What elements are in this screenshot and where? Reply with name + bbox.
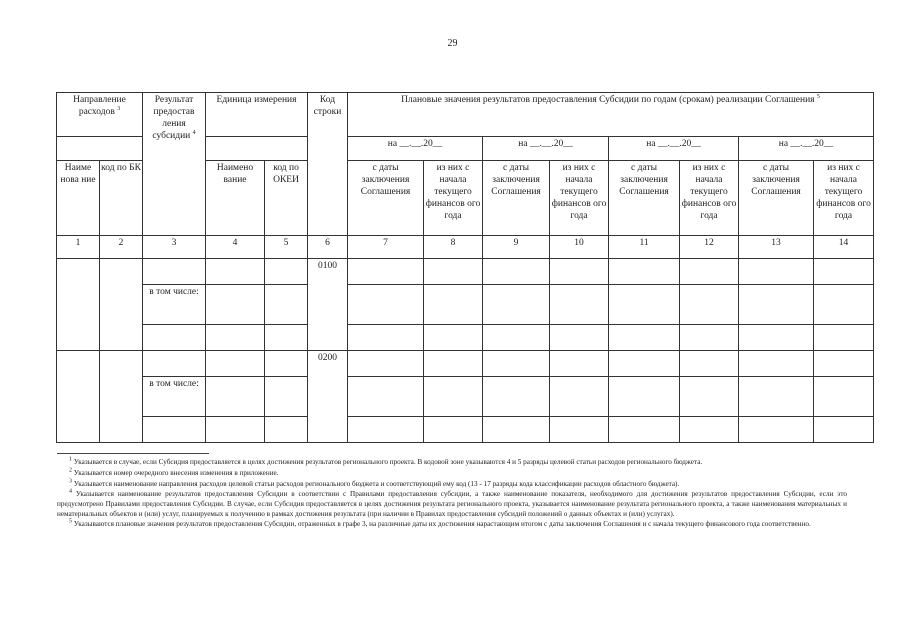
table-row (57, 377, 874, 417)
header-from-year-start-4: из них с начала текущего финансов ого года (814, 161, 874, 236)
unit-name-cell (206, 351, 265, 377)
period-3: на __.__.20__ (609, 137, 739, 161)
period-1: на __.__.20__ (348, 137, 483, 161)
table-row (57, 351, 874, 377)
header-unit-blank (206, 137, 308, 161)
result-cell (143, 351, 206, 377)
footnotes (57, 458, 847, 531)
including-label: в том числе: (143, 285, 206, 325)
col-num: 4 (206, 236, 265, 259)
col-num: 6 (308, 236, 348, 259)
results-table (56, 92, 874, 443)
footnote-1: $^1$ Указывается в случае, если Субсидия предоставляется в целях достижения результатов регионального проекта. В кодовой зоне указываются 4 и 5 разряды целевой статьи расходов регионального бюджета. (69, 456, 703, 466)
column-number-row (57, 236, 874, 259)
direction-code-cell (100, 259, 143, 351)
col-num: 10 (550, 236, 609, 259)
row-code-cell: 0100 (308, 259, 348, 351)
header-result: Результат предостав ления субсидии $^4$ (143, 93, 206, 236)
col-num: 7 (348, 236, 424, 259)
header-from-agreement-3: с даты заключения Соглашения (609, 161, 680, 236)
col-num: 9 (483, 236, 550, 259)
header-unit-name: Наимено вание (206, 161, 265, 236)
row-code-cell: 0200 (308, 351, 348, 443)
header-unit: Единица измерения (206, 93, 308, 137)
okei-cell (265, 259, 308, 285)
col-num: 12 (680, 236, 739, 259)
col-num: 5 (265, 236, 308, 259)
header-name: Наиме нова ние (57, 161, 100, 236)
table-row (57, 417, 874, 443)
header-direction: Направление расходов $^3$ (57, 93, 143, 137)
col-num: 13 (739, 236, 814, 259)
header-from-year-start-2: из них с начала текущего финансов ого года (550, 161, 609, 236)
header-from-agreement-1: с даты заключения Соглашения (348, 161, 424, 236)
table-row (57, 259, 874, 285)
header-planned: Плановые значения результатов предоставления Субсидии по годам (срокам) реализации Соглашения $^5$ (348, 93, 874, 137)
okei-cell (265, 351, 308, 377)
header-row-1 (57, 93, 874, 137)
col-num: 1 (57, 236, 100, 259)
header-row-code: Код строки (308, 93, 348, 236)
col-num: 11 (609, 236, 680, 259)
footnote-4: $^4$ Указывается наименование результатов предоставления Субсидии в соответствии с Правилами предоставления субсидии, а также наименование показателя, необходимого для достижения результатов предоставления Субсидии, если это предусмотрено Правилами предоставления Субсидии. В случае, если Субсидия предоставляется в целях достижения результата регионального проекта, указывается наименование результата регионального проекта, а также наименования материальных и нематериальных объектов и (или) услуг, планируемых к получению в рамках достижения результата (при наличии в Правилах предоставления субсидий положений о данных объектах и (или) услугах). (57, 488, 848, 518)
footnote-2: $^2$ Указывается номер очередного внесения изменения в приложение. (69, 467, 279, 477)
table-row (57, 285, 874, 325)
page-number: 29 (447, 38, 458, 49)
header-from-year-start-3: из них с начала текущего финансов ого года (680, 161, 739, 236)
direction-name-cell (57, 259, 100, 351)
col-num: 14 (814, 236, 874, 259)
table-row (57, 325, 874, 351)
period-4: на __.__.20__ (739, 137, 874, 161)
result-cell (143, 259, 206, 285)
footnote-5: $^5$ Указываются плановые значения результатов предоставления Субсидии, отраженных в графе 3, на различные даты их достижения нарастающим итогом с даты заключения Соглашения и с начала текущего финансового года соответственно. (69, 518, 811, 529)
direction-code-cell (100, 351, 143, 443)
header-okei: код по ОКЕИ (265, 161, 308, 236)
direction-name-cell (57, 351, 100, 443)
header-from-agreement-4: с даты заключения Соглашения (739, 161, 814, 236)
header-direction-blank (57, 137, 143, 161)
unit-name-cell (206, 259, 265, 285)
footnote-3: $^3$ Указывается наименование направления расходов целевой статьи расходов регионального бюджета и соответствующий ему код (13 - 17 разряды кода классификации расходов областного бюджета). (69, 478, 680, 488)
col-num: 8 (424, 236, 483, 259)
header-code-bk: код по БК (100, 161, 143, 236)
header-from-agreement-2: с даты заключения Соглашения (483, 161, 550, 236)
footnote-divider (57, 453, 209, 454)
including-label: в том числе: (143, 377, 206, 417)
period-2: на __.__.20__ (483, 137, 609, 161)
col-num: 2 (100, 236, 143, 259)
col-num: 3 (143, 236, 206, 259)
header-from-year-start-1: из них с начала текущего финансов ого года (424, 161, 483, 236)
